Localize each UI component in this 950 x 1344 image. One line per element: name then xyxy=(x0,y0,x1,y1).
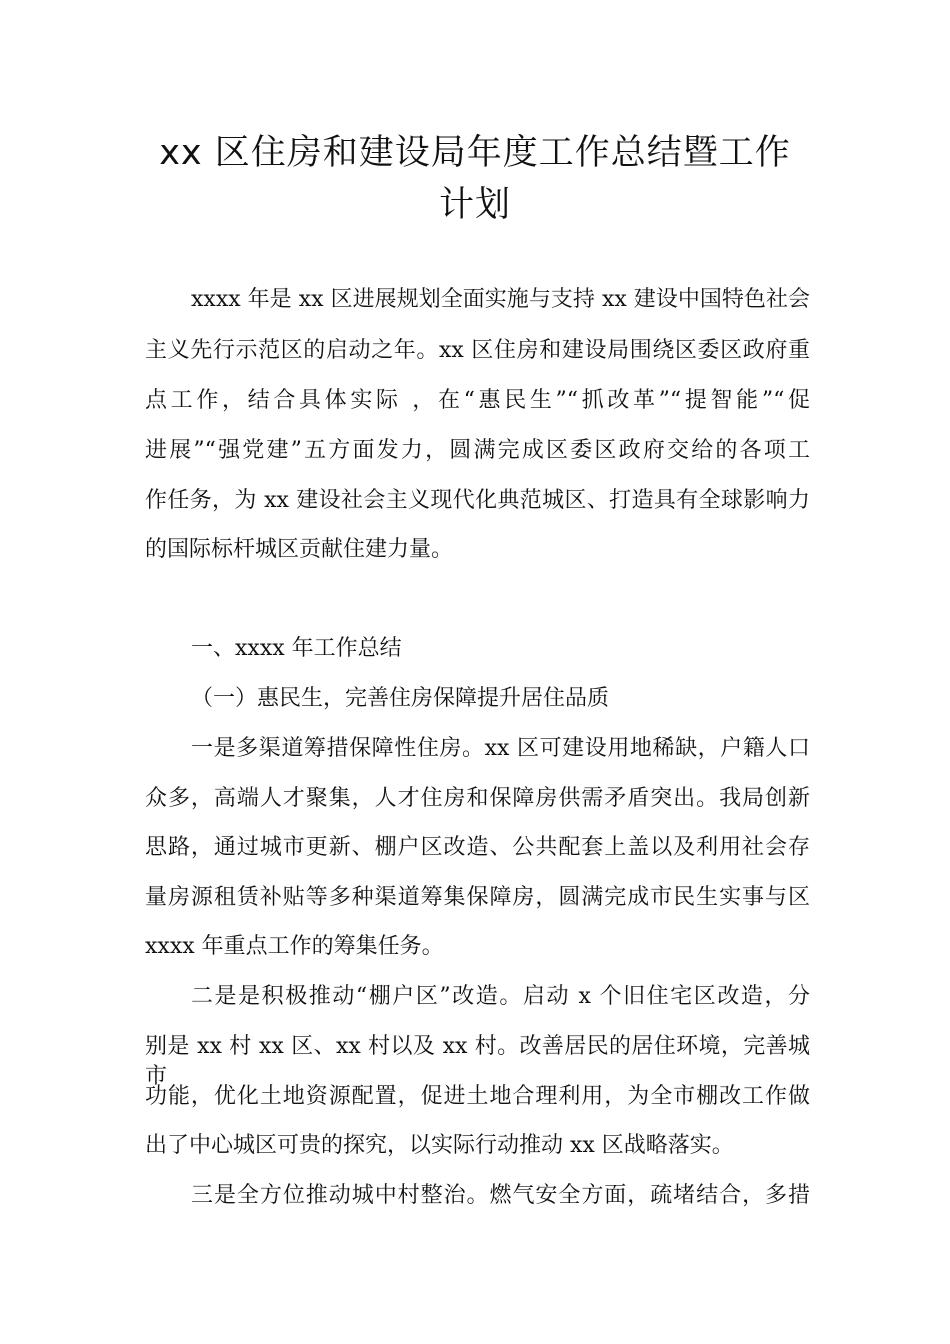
body-text-line: 点工作，结合具体实际 ，在“惠民生”“抓改革”“提智能”“促 xyxy=(145,388,810,413)
body-text-line: 别是 xx 村 xx 区、xx 村以及 xx 村。改善居民的居住环境，完善城市 xyxy=(145,1034,810,1089)
body-text-line: xxxx 年是 xx 区进展规划全面实施与支持 xx 建设中国特色社会 xyxy=(191,287,810,312)
body-text-line: 众多，高端人才聚集，人才住房和保障房供需矛盾突出。我局创新 xyxy=(145,786,810,811)
body-text-line: 思路，通过城市更新、棚户区改造、公共配套上盖以及利用社会存 xyxy=(145,835,810,860)
body-text-line: 作任务，为 xx 建设社会主义现代化典范城区、打造具有全球影响力 xyxy=(145,488,810,513)
body-text-line: 进展”“强党建”五方面发力，圆满完成区委区政府交给的各项工 xyxy=(145,438,810,463)
body-text-line: 功能，优化土地资源配置，促进土地合理利用，为全市棚改工作做 xyxy=(145,1084,810,1109)
body-text-line: 三是全方位推动城中村整治。燃气安全方面，疏堵结合，多措 xyxy=(191,1183,810,1208)
body-text-line: 出了中心城区可贵的探究，以实际行动推动 xx 区战略落实。 xyxy=(145,1133,734,1158)
body-text-line: 一是多渠道筹措保障性住房。xx 区可建设用地稀缺，户籍人口 xyxy=(191,736,810,761)
body-text-line: 量房源租赁补贴等多种渠道筹集保障房，圆满完成市民生实事与区 xyxy=(145,885,810,910)
body-text-line: 的国际标杆城区贡献住建力量。 xyxy=(145,537,454,562)
section-heading: 一、xxxx 年工作总结 xyxy=(191,636,402,661)
subsection-heading: （一）惠民生，完善住房保障提升居住品质 xyxy=(191,686,610,711)
body-text-line: 主义先行示范区的启动之年。xx 区住房和建设局围绕区委区政府重 xyxy=(145,338,810,363)
body-text-line: xxxx 年重点工作的筹集任务。 xyxy=(145,934,444,959)
body-text-line: 二是是积极推动“棚户区”改造。启动 x 个旧住宅区改造，分 xyxy=(191,984,810,1009)
document-title-line-2: 计划 xyxy=(438,185,511,225)
document-title-line-1: xx 区住房和建设局年度工作总结暨工作 xyxy=(159,133,791,173)
